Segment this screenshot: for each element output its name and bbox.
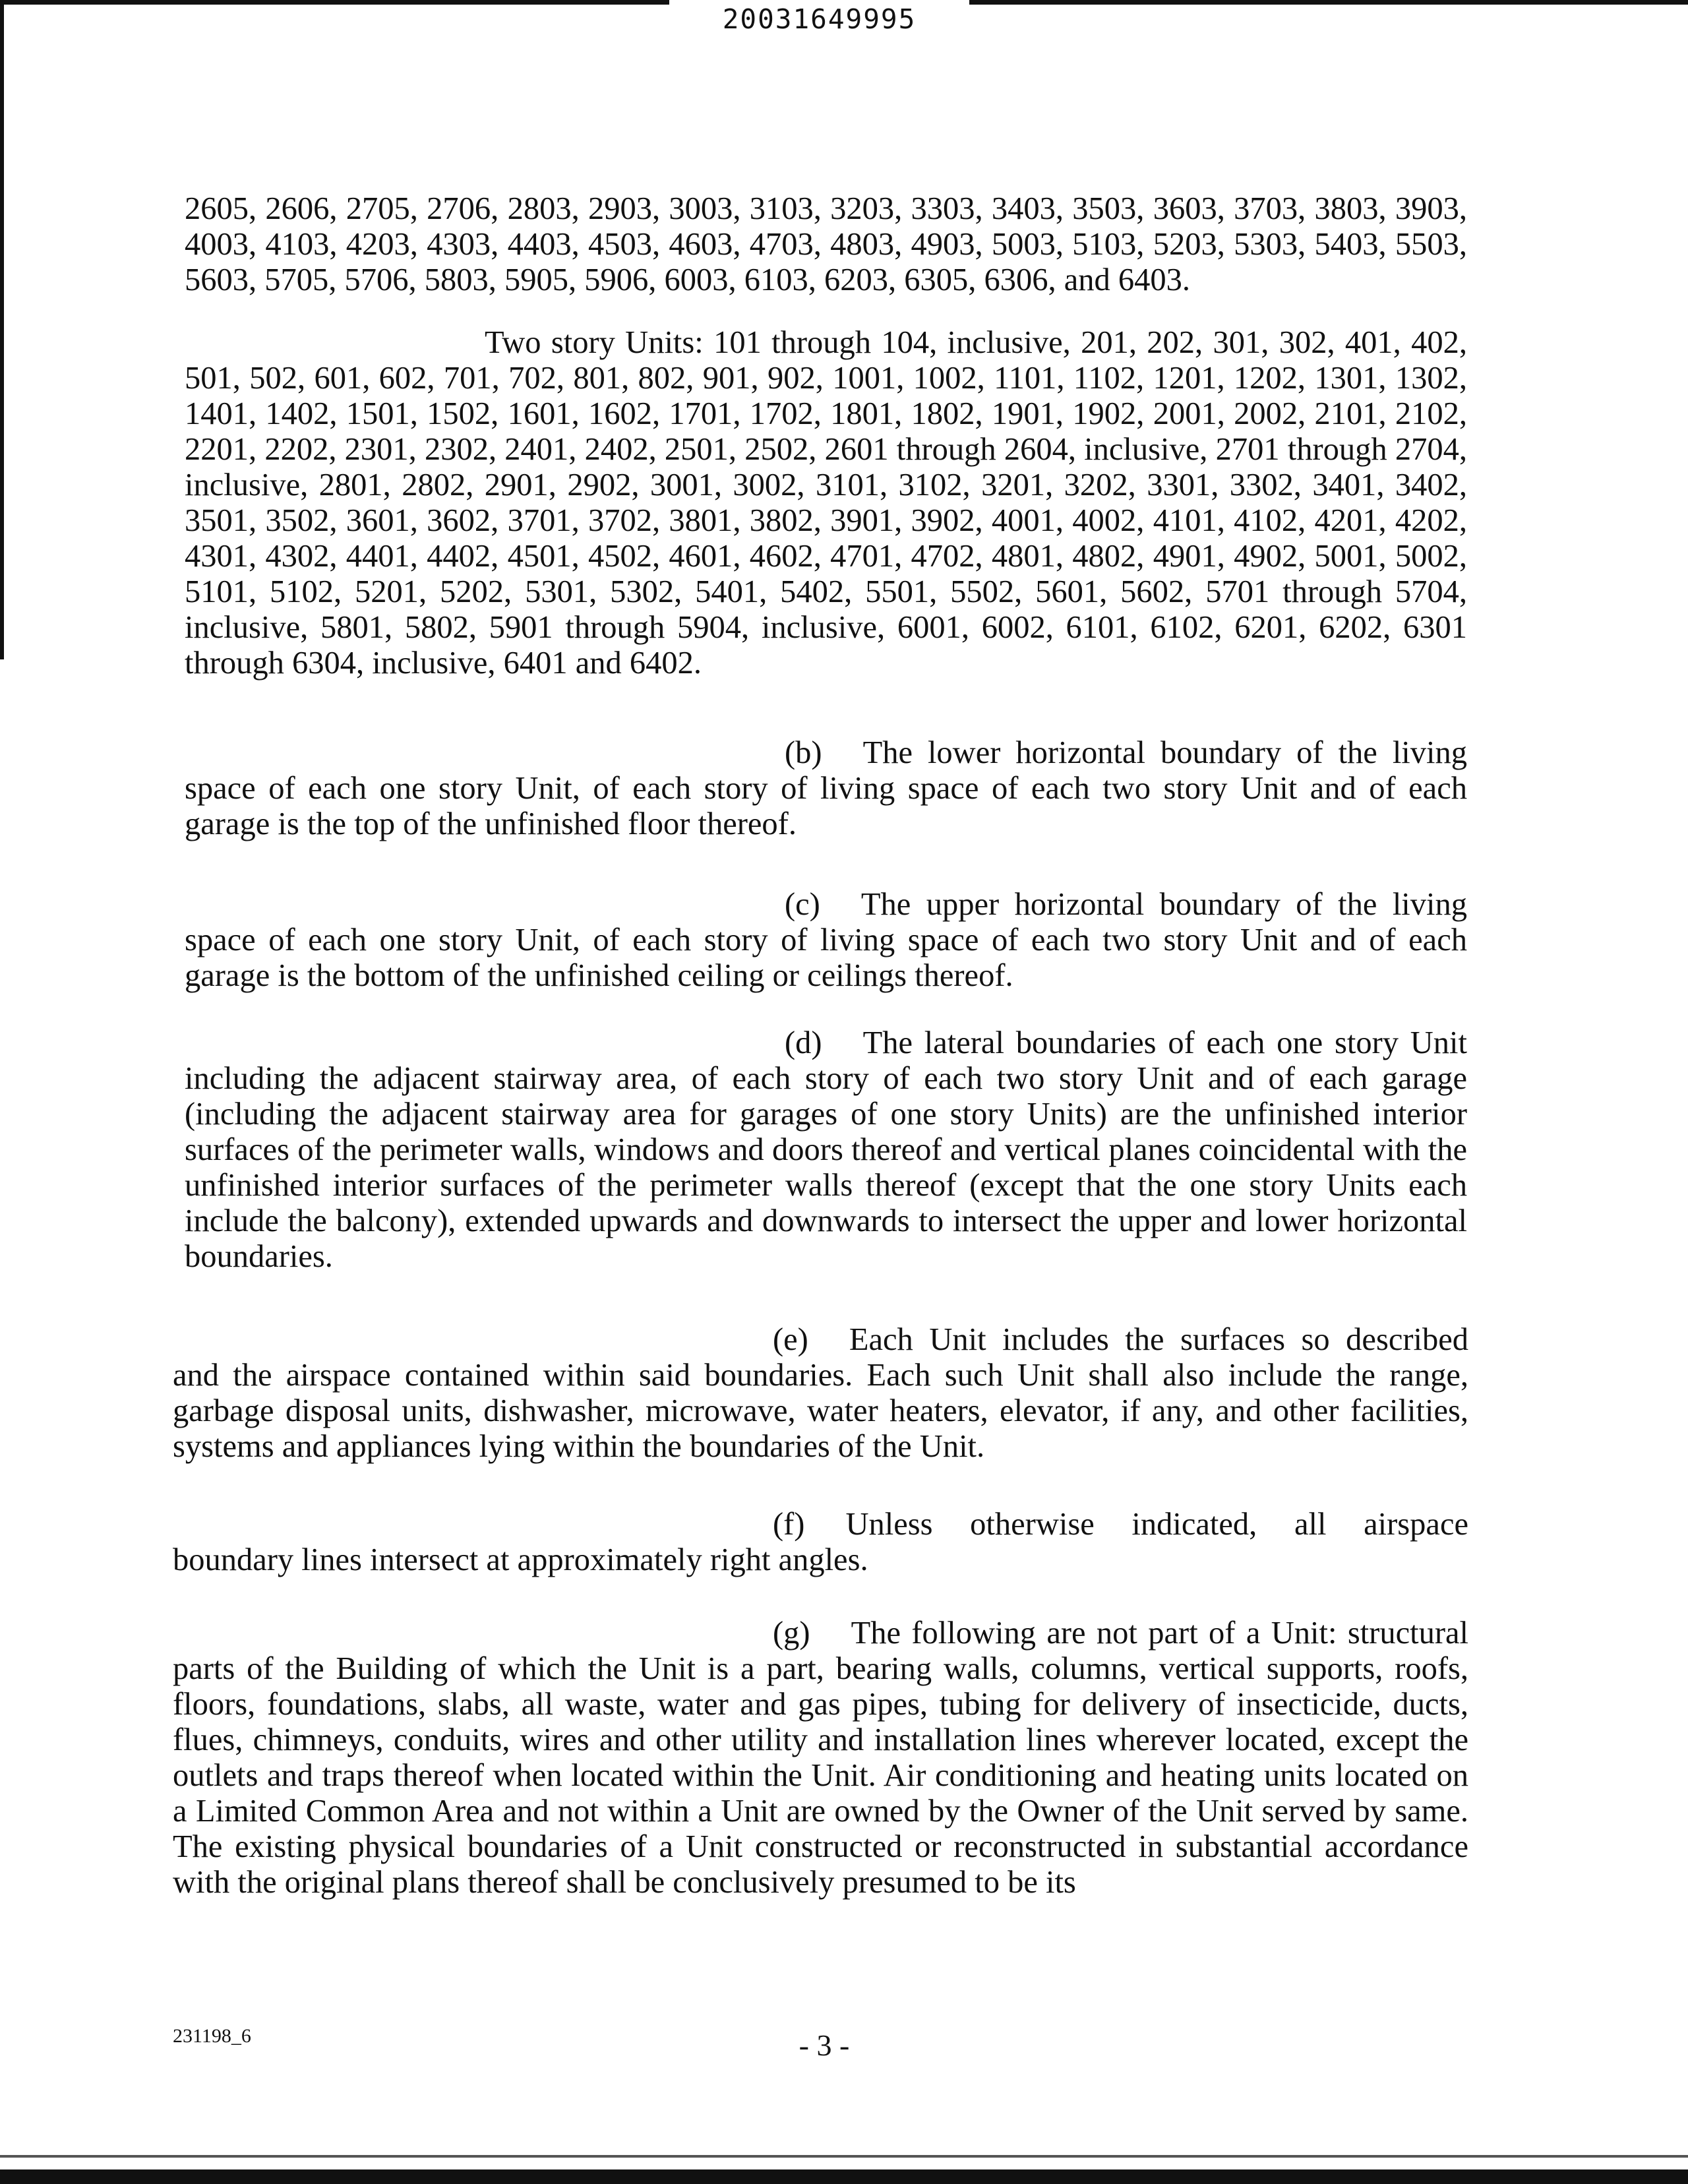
paragraph-two-story-units: Two story Units: 101 through 104, inclusive, 201, 202, 301, 302, 401, 402, 501, 502, 601, 602, 701, 702, 801, 802, 901, 902, 1001, 1002, 1101, 1102, 1201, 1202, 1301, 1302, 1401, 1402, 1501, 1502, 1601, 1602, 1701, 1702, 1801, 1802, 1901, 1902, 2001, 2002, 2101, 2102, 2201, 2202, 2301, 2302, 2401, 2402, 2501, 2502, 2601 through 2604, inclusive, 2701 through 2704, inclusive, 2801, 2802, 2901, 2902, 3001, 3002, 3101, 3102, 3201, 3202, 3301, 3302, 3401, 3402, 3501, 3502, 3601, 3602, 3701, 3702, 3801, 3802, 3901, 3902, 4001, 4002, 4101, 4102, 4201, 4202, 4301, 4302, 4401, 4402, 4501, 4502, 4601, 4602, 4701, 4702, 4801, 4802, 4901, 4902, 5001, 5002, 5101, 5102, 5201, 5202, 5301, 5302, 5401, 5402, 5501, 5502, 5601, 5602, 5701 through 5704, inclusive, 5801, 5802, 5901 through 5904, inclusive, 6001, 6002, 6101, 6102, 6201, 6202, 6301 through 6304, inclusive, 6401 and 6402. — [185, 325, 1467, 681]
paragraph-e-text: Each Unit includes the surfaces so described and the airspace contained within said boundaries. Each such Unit shall also include the range, garbage disposal units, dishwasher, microwave, water heaters, elevator, if any, and other facilities, systems and appliances lying within the boundaries of the Unit. — [173, 1322, 1468, 1464]
paragraph-g-label: (g) — [773, 1616, 810, 1651]
paragraph-e-label: (e) — [773, 1322, 808, 1357]
paragraph-c-label: (c) — [785, 887, 820, 922]
scan-border-bottom — [0, 2169, 1688, 2184]
paragraph-f-text: Unless otherwise indicated, all airspace boundary lines intersect at approximately right angles. — [173, 1507, 1468, 1577]
paragraph-g-text: The following are not part of a Unit: structural parts of the Building of which the Unit is a part, bearing walls, columns, vertical supports, roofs, floors, foundations, slabs, all waste, water and gas pipes, tubing for delivery of insecticide, ducts, flues, chimneys, conduits, wires and other utility and installation lines wherever located, except the outlets and traps thereof when located within the Unit. Air conditioning and heating units located on a Limited Common Area and not within a Unit are owned by the Owner of the Unit served by same. The existing physical boundaries of a Unit constructed or reconstructed in substantial accordance with the original plans thereof shall be conclusively presumed to be its — [173, 1616, 1468, 1900]
paragraph-b-label: (b) — [785, 735, 822, 770]
paragraph-d-text: The lateral boundaries of each one story Unit including the adjacent stairway area, of each story of each two story Unit and of each garage (including the adjacent stairway area for garages of one story Units) are the unfinished interior surfaces of the perimeter walls, windows and doors thereof and vertical planes coincidental with the unfinished interior surfaces of the perimeter walls thereof (except that the one story Units each include the balcony), extended upwards and downwards to intersect the upper and lower horizontal boundaries. — [185, 1025, 1467, 1274]
paragraph-d-label: (d) — [785, 1025, 822, 1060]
scan-border-left — [0, 0, 4, 659]
paragraph-c-text: The upper horizontal boundary of the living space of each one story Unit, of each story of living space of each two story Unit and of each garage is the bottom of the unfinished ceiling or ceilings thereof. — [185, 887, 1467, 993]
scan-border-top-right — [969, 0, 1688, 5]
footer-page-number: - 3 - — [799, 2028, 850, 2062]
paragraph-f — [173, 1507, 1468, 1578]
paragraph-b-text: The lower horizontal boundary of the living space of each one story Unit, of each story of living space of each two story Unit and of each garage is the top of the unfinished floor thereof. — [185, 735, 1467, 841]
paragraph-c — [185, 887, 1467, 994]
document-id-stamp: 20031649995 — [722, 3, 917, 35]
scan-border-top-left — [0, 0, 669, 5]
paragraph-d — [185, 1025, 1467, 1275]
paragraph-one-story-units-continued: 2605, 2606, 2705, 2706, 2803, 2903, 3003, 3103, 3203, 3303, 3403, 3503, 3603, 3703, 3803, 3903, 4003, 4103, 4203, 4303, 4403, 4503, 4603, 4703, 4803, 4903, 5003, 5103, 5203, 5303, 5403, 5503, 5603, 5705, 5706, 5803, 5905, 5906, 6003, 6103, 6203, 6305, 6306, and 6403. — [185, 191, 1467, 297]
paragraph-f-label: (f) — [773, 1507, 805, 1542]
paragraph-g — [173, 1616, 1468, 1900]
paragraph-b — [185, 735, 1467, 842]
scan-border-bottom-light — [0, 2155, 1688, 2158]
footer-document-reference: 231198_6 — [173, 2025, 251, 2047]
paragraph-e — [173, 1322, 1468, 1465]
